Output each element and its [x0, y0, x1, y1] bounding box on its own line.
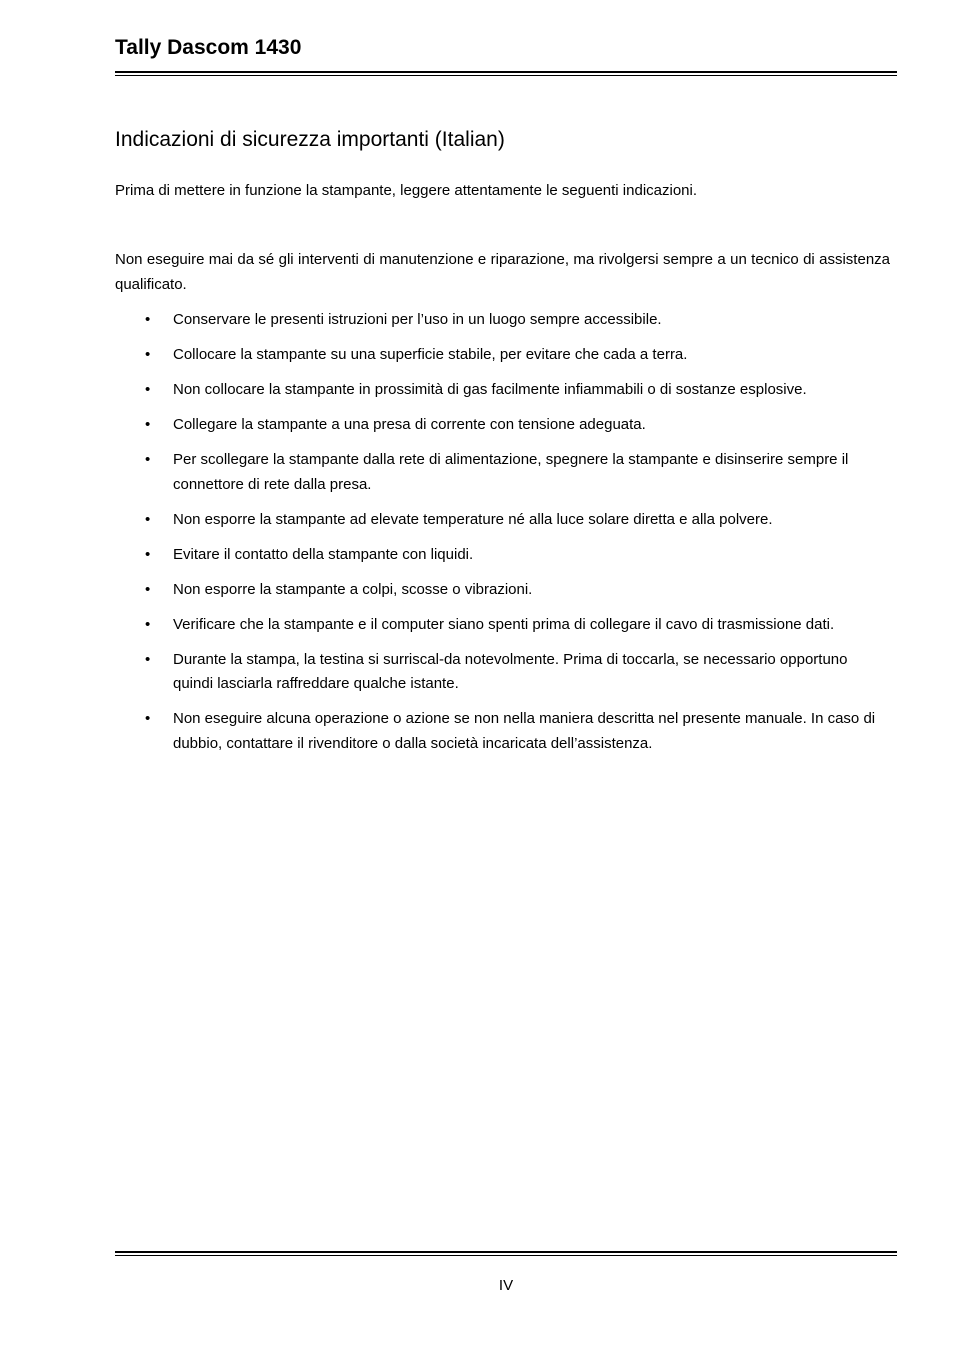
- bullet-icon: •: [145, 381, 151, 398]
- document-title: Tally Dascom 1430: [115, 36, 302, 59]
- section-heading: Indicazioni di sicurezza importanti (Italian): [115, 128, 505, 151]
- bullet-icon: •: [145, 545, 151, 563]
- list-item-text: Evitare il contatto della stampante con liquidi.: [173, 545, 474, 563]
- bullet-icon: •: [145, 580, 151, 598]
- bullet-icon: •: [145, 710, 151, 727]
- list-item: [115, 448, 890, 497]
- list-item-text: Collocare la stampante su una superficie stabile, per evitare che cada a terra.: [173, 346, 688, 363]
- list-item-text: Verificare che la stampante e il computer siano spenti prima di collegare il cavo di trasmissione dati.: [173, 615, 835, 633]
- bullet-icon: •: [145, 311, 151, 328]
- maintenance-paragraph: Non eseguire mai da sé gli interventi di manutenzione e riparazione, ma rivolgersi sempre a un tecnico di assistenza qualificato.: [115, 251, 890, 293]
- bullet-icon: •: [145, 510, 151, 528]
- list-item: [115, 543, 890, 568]
- footer-divider: [115, 1251, 897, 1256]
- list-item: [115, 707, 890, 756]
- safety-list: [115, 308, 890, 756]
- list-item: [115, 508, 890, 533]
- list-item: [115, 343, 890, 368]
- list-item-text: Per scollegare la stampante dalla rete di alimentazione, spegnere la stampante e disinserire sempre il connettore di rete dalla presa.: [173, 451, 849, 493]
- list-item: [115, 613, 890, 638]
- list-item-text: Non collocare la stampante in prossimità di gas facilmente infiammabili o di sostanze esplosive.: [173, 381, 807, 398]
- list-item-text: Conservare le presenti istruzioni per l’uso in un luogo sempre accessibile.: [173, 311, 662, 328]
- bullet-icon: •: [145, 650, 151, 668]
- intro-text: Prima di mettere in funzione la stampante, leggere attentamente le seguenti indicazioni.: [115, 182, 698, 199]
- bullet-icon: •: [145, 615, 151, 633]
- list-item: [115, 413, 890, 438]
- safety-section: [115, 125, 890, 767]
- bullet-icon: •: [145, 416, 151, 433]
- list-item: [115, 578, 890, 603]
- page-number: IV: [498, 1277, 514, 1294]
- list-item-text: Non esporre la stampante a colpi, scosse o vibrazioni.: [173, 580, 533, 598]
- page-header: [115, 34, 897, 62]
- list-item-text: Non esporre la stampante ad elevate temperature né alla luce solare diretta e alla polvere.: [173, 510, 773, 528]
- bullet-icon: •: [145, 451, 151, 468]
- list-item: [115, 378, 890, 403]
- list-item-text: Collegare la stampante a una presa di corrente con tensione adeguata.: [173, 416, 646, 433]
- bullet-icon: •: [145, 346, 151, 363]
- header-divider: [115, 71, 897, 76]
- list-item-text: Non eseguire alcuna operazione o azione se non nella maniera descritta nel presente manuale. In caso di dubbio, contattare il rivenditore o dalla società incaricata dell’assistenza.: [173, 710, 876, 752]
- list-item: [115, 308, 890, 333]
- list-item: [115, 648, 890, 697]
- list-item-text: Durante la stampa, la testina si surriscal-da notevolmente. Prima di toccarla, se necessario opportuno quindi lasciarla raffreddare qualche istante.: [173, 650, 848, 692]
